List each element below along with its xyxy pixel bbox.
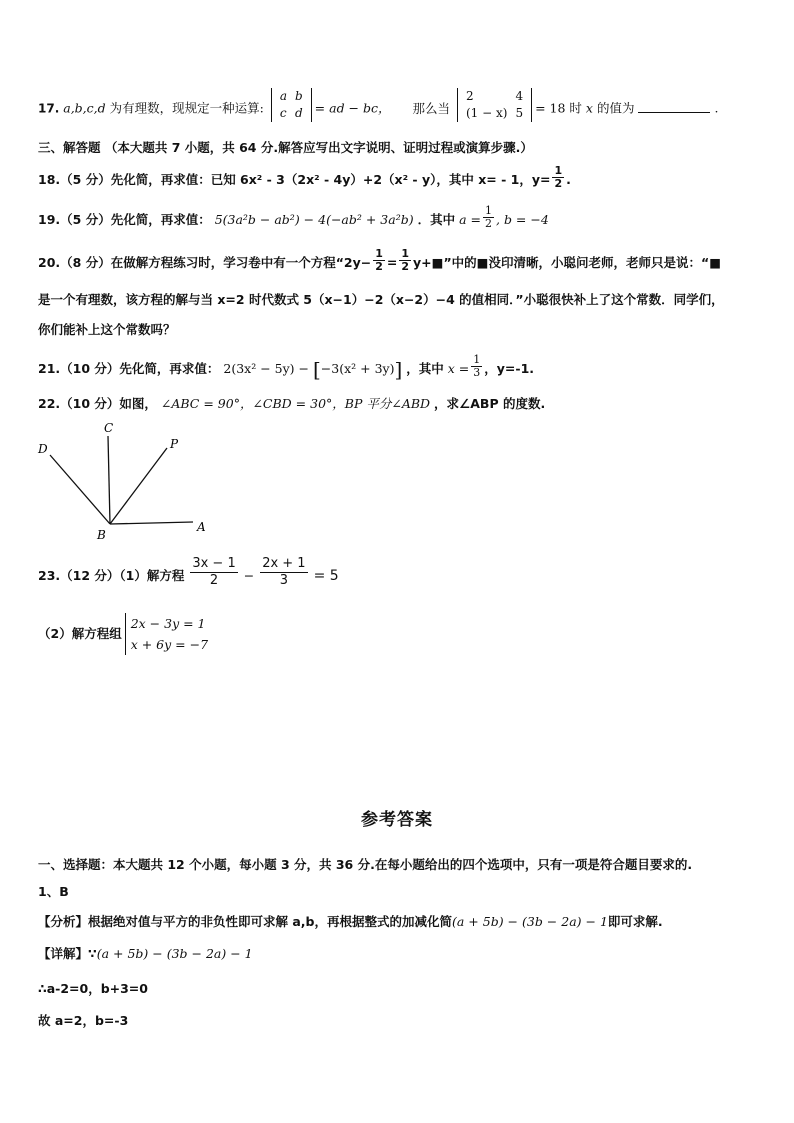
question-20-line-1: 20.（8 分）在做解方程练习时，学习卷中有一个方程“2y− $\frac{1}{2}$ = $\frac{1}{2}$ y+■”中的■没印清晰，小聪问老师，老师只是说：“■: [38, 247, 722, 273]
question-21: 21.（10 分）先化简，再求值： 2(3x² − 5y) − [−3(x² + 3y)] ，其中 x = $\frac{1}{3}$ ，y=-1.: [38, 353, 535, 382]
answer-analysis: 【分析】根据绝对值与平方的非负性即可求解 a,b，再根据整式的加减化简(a + 5b) − (3b − 2a) − 1即可求解.: [38, 914, 663, 929]
section-3-heading: 三、解答题 （本大题共 7 小题，共 64 分.解答应写出文字说明、证明过程或演算步骤.）: [38, 140, 533, 155]
ray-BA: [110, 522, 193, 524]
angle-figure: [30, 418, 220, 548]
label-C: C: [104, 421, 114, 435]
question-17: 17. a,b,c,d 为有理数，现规定一种运算: a b c d = ad − bc， 那么当 2 4 (1 − x) 5 = 18 时 x 的值为 .: [38, 89, 719, 120]
answer-1: 1、B: [38, 884, 69, 899]
question-22: 22.（10 分）如图， ∠ABC = 90°，∠CBD = 30°，BP 平分∠ABD ，求∠ABP 的度数.: [38, 396, 546, 411]
ray-BP: [110, 448, 167, 524]
fraction: $\frac{1}{2}$: [375, 247, 383, 273]
determinant-equation: 2 4 (1 − x) 5: [457, 88, 532, 122]
equation-system: 2x − 3y = 1 x + 6y = −7: [125, 613, 208, 655]
label-B: B: [97, 528, 106, 542]
fraction: $\frac{2x + 1}{3}$: [262, 556, 306, 588]
label-D: D: [38, 442, 48, 456]
fraction: $\frac{1}{2}$: [485, 204, 492, 230]
question-18: 18.（5 分）先化简，再求值：已知 6x² - 3（2x² - 4y）+2（x² - y），其中 x= - 1，y= $\frac{1}{2}$ .: [38, 164, 571, 190]
answer-detail: 【详解】∵(a + 5b) − (3b − 2a) − 1: [38, 946, 253, 961]
question-19: 19.（5 分）先化简，再求值： 5(3a²b − ab²) − 4(−ab² + 3a²b) ．其中 a = $\frac{1}{2}$ , b = −4: [38, 204, 549, 230]
fraction: $\frac{1}{2}$: [401, 247, 410, 273]
answer-blank[interactable]: [638, 100, 710, 113]
label-P: P: [170, 437, 179, 451]
question-23-part-2: （2）解方程组 2x − 3y = 1 x + 6y = −7: [38, 613, 758, 659]
ray-BC: [108, 436, 110, 524]
question-23-part-1: 23.（12 分）（1）解方程 $\frac{3x - 1}{2}$ − $\frac{2x + 1}{3}$ = 5: [38, 556, 339, 588]
answers-title: 参考答案: [361, 810, 433, 830]
answers-section-1: 一、选择题：本大题共 12 个小题，每小题 3 分，共 36 分.在每小题给出的四个选项中，只有一项是符合题目要求的.: [38, 857, 693, 872]
fraction: $\frac{3x - 1}{2}$: [192, 556, 236, 588]
answer-therefore: ∴a-2=0，b+3=0: [38, 981, 148, 996]
question-20-line-3: 你们能补上这个常数吗？: [38, 322, 176, 337]
question-20-line-2: 是一个有理数，该方程的解与当 x=2 时代数式 5（x−1）−2（x−2）−4 的值相同．”小聪很快补上了这个常数．同学们，: [38, 292, 724, 307]
fraction: $\frac{1}{3}$: [473, 353, 481, 379]
determinant-definition: a b c d: [271, 88, 312, 122]
label-A: A: [197, 520, 206, 534]
answer-conclusion: 故 a=2，b=-3: [38, 1013, 129, 1028]
fraction: $\frac{1}{2}$: [554, 164, 563, 190]
ray-BD: [50, 455, 110, 524]
